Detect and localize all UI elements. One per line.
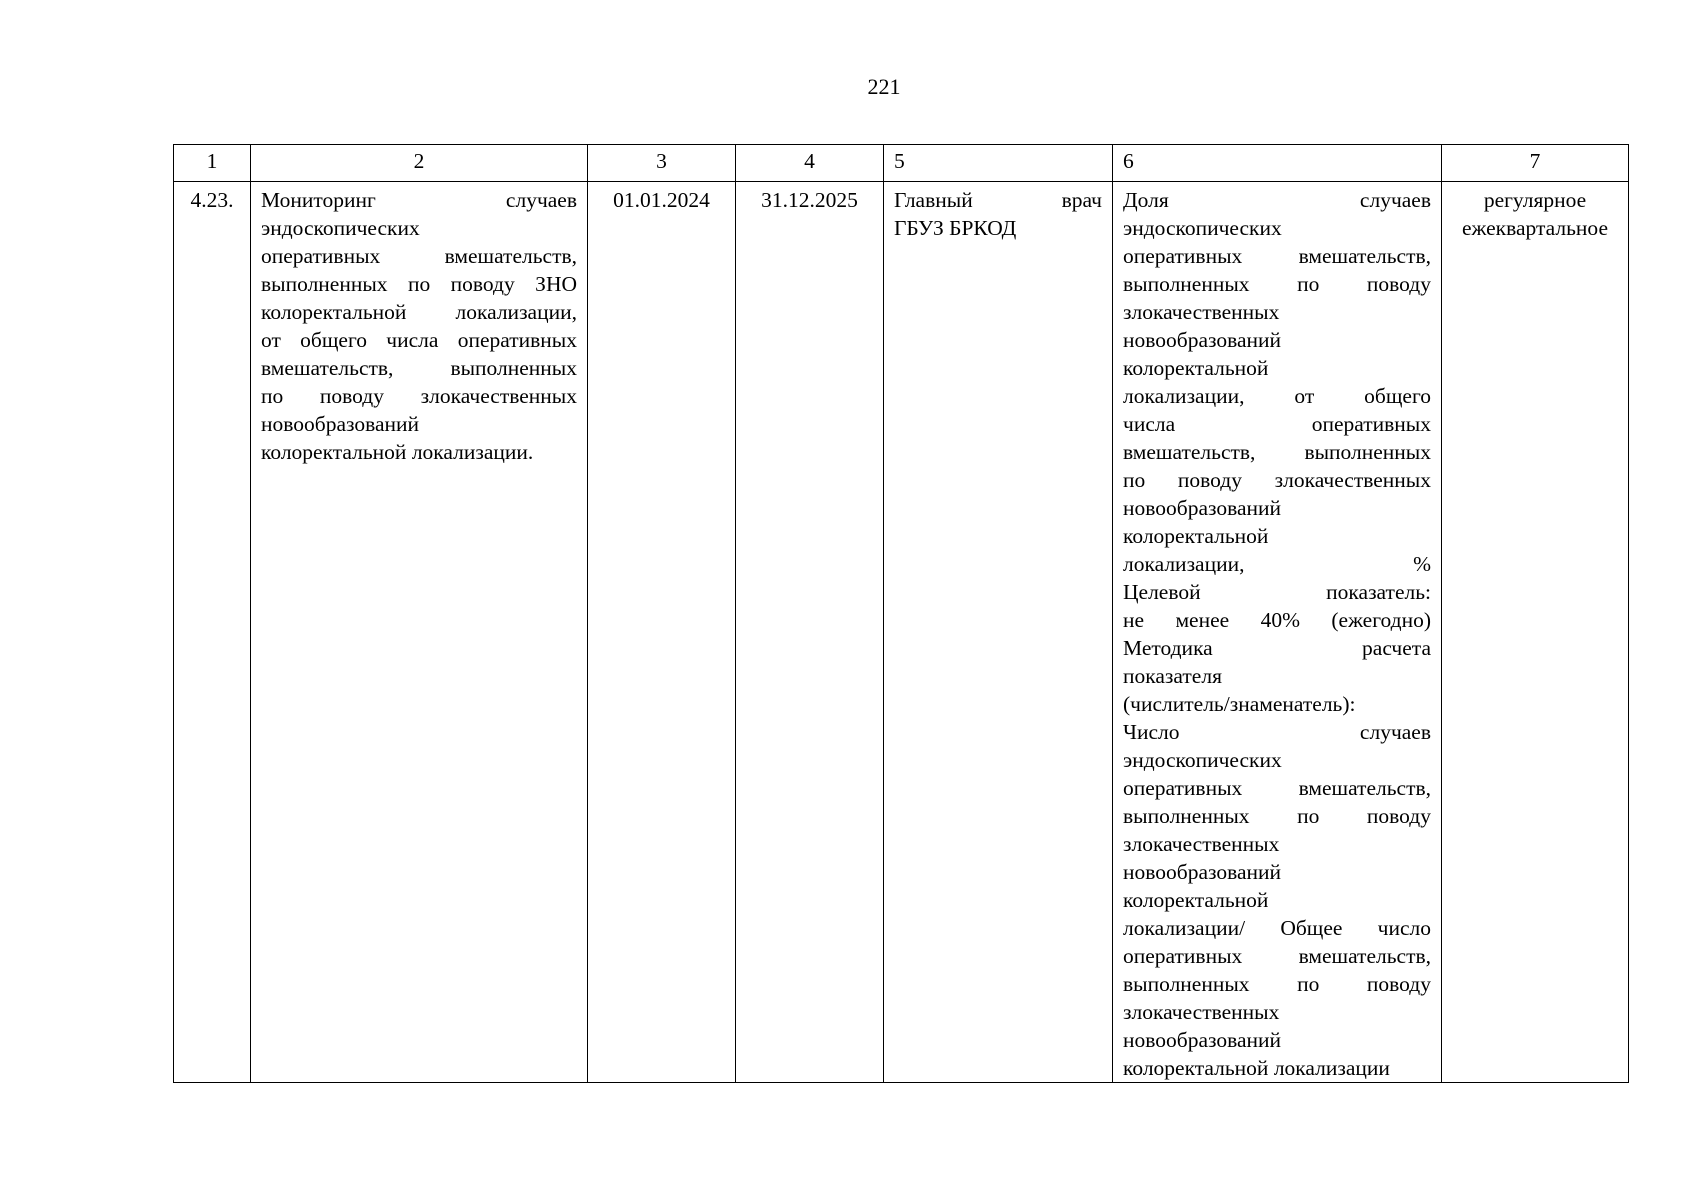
indicator-line: Число случаев	[1123, 720, 1431, 744]
indicator-line: показателя	[1123, 664, 1222, 688]
indicator-line: Доля случаев	[1123, 188, 1431, 212]
indicator-line: выполненных по поводу	[1123, 972, 1431, 996]
description-line: колоректальной локализации.	[261, 440, 534, 464]
responsible-text	[894, 186, 1102, 242]
indicator-line: не менее 40% (ежегодно)	[1123, 608, 1431, 632]
description-line: от общего числа оперативных	[261, 328, 577, 352]
description-line: выполненных по поводу ЗНО	[261, 272, 577, 296]
start-date-cell: 01.01.2024	[588, 182, 736, 1083]
table-header-row	[174, 145, 1629, 182]
header-col-3: 3	[588, 145, 736, 182]
indicator-line: выполненных по поводу	[1123, 272, 1431, 296]
indicator-line: новообразований	[1123, 328, 1282, 352]
indicator-line: злокачественных	[1123, 832, 1280, 856]
header-col-6: 6	[1113, 145, 1442, 182]
indicator-line: эндоскопических	[1123, 748, 1282, 772]
indicator-line: вмешательств, выполненных	[1123, 440, 1431, 464]
indicator-line: локализации, от общего	[1123, 384, 1431, 408]
indicator-line: новообразований	[1123, 1028, 1282, 1052]
plan-table	[173, 144, 1629, 1083]
header-col-4: 4	[736, 145, 884, 182]
indicator-line: колоректальной	[1123, 524, 1269, 548]
indicator-line: колоректальной локализации	[1123, 1056, 1390, 1080]
periodicity-line: ежеквартальное	[1462, 216, 1608, 240]
description-line: по поводу злокачественных	[261, 384, 577, 408]
indicator-line: эндоскопических	[1123, 216, 1282, 240]
indicator-line: злокачественных	[1123, 300, 1280, 324]
indicator-line: локализации/ Общее число	[1123, 916, 1431, 940]
table-row	[174, 182, 1629, 1083]
responsible-line: ГБУЗ БРКОД	[894, 216, 1017, 240]
end-date-cell: 31.12.2025	[736, 182, 884, 1083]
activity-description-text	[261, 186, 577, 466]
indicator-line: локализации, %	[1123, 552, 1431, 576]
activity-description-cell	[251, 182, 588, 1083]
indicator-line: (числитель/знаменатель):	[1123, 692, 1356, 716]
periodicity-text	[1452, 186, 1618, 242]
header-col-2: 2	[251, 145, 588, 182]
periodicity-line: регулярное	[1483, 188, 1587, 212]
description-line: новообразований	[261, 412, 420, 436]
indicator-line: оперативных вмешательств,	[1123, 776, 1431, 800]
indicator-cell	[1113, 182, 1442, 1083]
indicator-line: по поводу злокачественных	[1123, 468, 1431, 492]
responsible-line: Главный врач	[894, 188, 1102, 212]
row-number-cell: 4.23.	[174, 182, 251, 1083]
description-line: вмешательств, выполненных	[261, 356, 577, 380]
indicator-line: выполненных по поводу	[1123, 804, 1431, 828]
page-number: 221	[867, 74, 901, 99]
header-col-7: 7	[1442, 145, 1629, 182]
description-line: колоректальной локализации,	[261, 300, 577, 324]
responsible-cell	[884, 182, 1113, 1083]
indicator-line: колоректальной	[1123, 356, 1269, 380]
description-line: Мониторинг случаев	[261, 188, 577, 212]
header-col-1: 1	[174, 145, 251, 182]
header-col-5: 5	[884, 145, 1113, 182]
indicator-line: числа оперативных	[1123, 412, 1431, 436]
periodicity-cell	[1442, 182, 1629, 1083]
description-line: оперативных вмешательств,	[261, 244, 577, 268]
indicator-line: новообразований	[1123, 860, 1282, 884]
indicator-line: Методика расчета	[1123, 636, 1431, 660]
description-line: эндоскопических	[261, 216, 420, 240]
indicator-line: оперативных вмешательств,	[1123, 944, 1431, 968]
indicator-line: Целевой показатель:	[1123, 580, 1431, 604]
indicator-line: оперативных вмешательств,	[1123, 244, 1431, 268]
indicator-text	[1123, 186, 1431, 1082]
indicator-line: новообразований	[1123, 496, 1282, 520]
indicator-line: колоректальной	[1123, 888, 1269, 912]
indicator-line: злокачественных	[1123, 1000, 1280, 1024]
